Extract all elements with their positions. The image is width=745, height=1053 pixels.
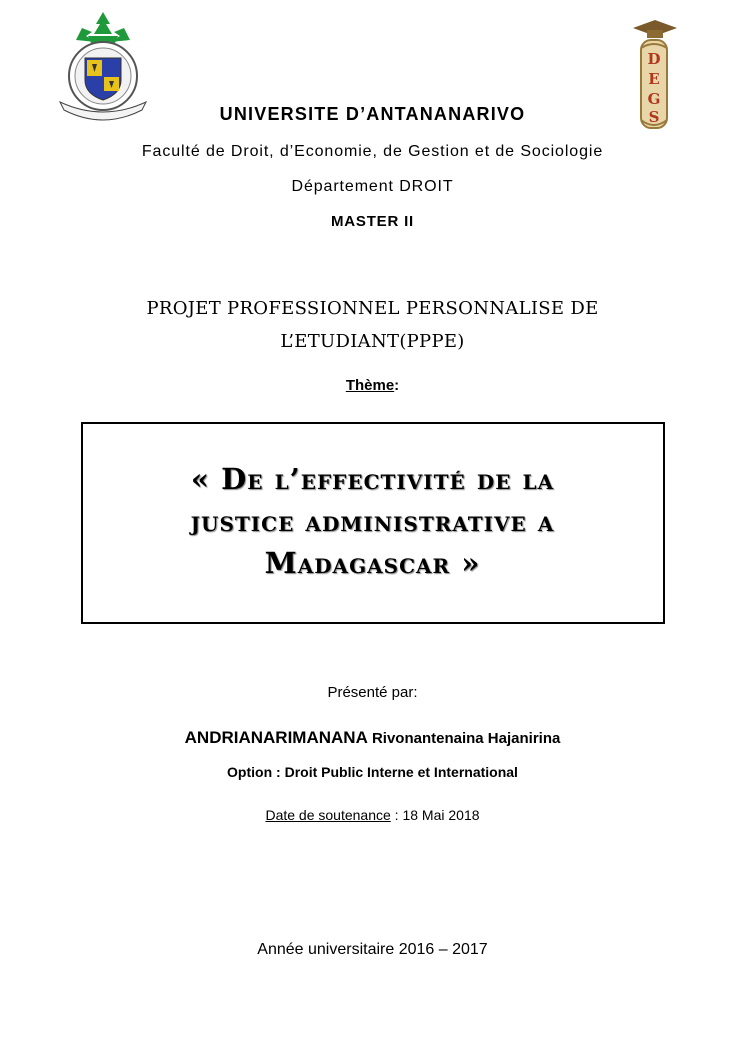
defense-date-label: Date de soutenance xyxy=(265,807,391,823)
theme-title xyxy=(0,458,745,584)
project-heading-line2: L’ETUDIANT(PPPE) xyxy=(280,331,465,352)
project-heading-line1: PROJET PROFESSIONNEL PERSONNALISE DE xyxy=(146,298,599,319)
author-last-name: ANDRIANARIMANANA xyxy=(184,728,368,747)
defense-date xyxy=(0,807,745,823)
svg-text:S: S xyxy=(648,108,660,126)
svg-text:G: G xyxy=(647,90,661,108)
theme-label-text: Thème xyxy=(345,377,395,394)
study-option: Option : Droit Public Interne et International xyxy=(227,764,518,780)
faculty-name: Faculté de Droit, d’Economie, de Gestion et de Sociologie xyxy=(141,143,604,160)
department-name: Département DROIT xyxy=(291,178,454,195)
academic-year: Année universitaire 2016 – 2017 xyxy=(257,941,488,958)
theme-title-line1: « De l’effectivité de la xyxy=(190,462,555,496)
svg-text:D: D xyxy=(647,50,661,68)
author-name xyxy=(0,728,745,748)
theme-label xyxy=(0,377,745,394)
theme-label-colon: : xyxy=(394,377,400,394)
project-heading xyxy=(0,292,745,358)
svg-text:E: E xyxy=(648,70,660,88)
theme-title-line3: Madagascar » xyxy=(264,546,481,580)
degree-level: MASTER II xyxy=(330,213,415,230)
presented-by-label: Présenté par: xyxy=(327,684,418,701)
defense-date-value: : 18 Mai 2018 xyxy=(390,807,480,823)
author-first-names: Rivonantenaina Hajanirina xyxy=(371,730,561,747)
theme-title-line2: justice administrative a xyxy=(190,504,555,538)
university-name: UNIVERSITE D’ANTANANARIVO xyxy=(219,104,526,124)
